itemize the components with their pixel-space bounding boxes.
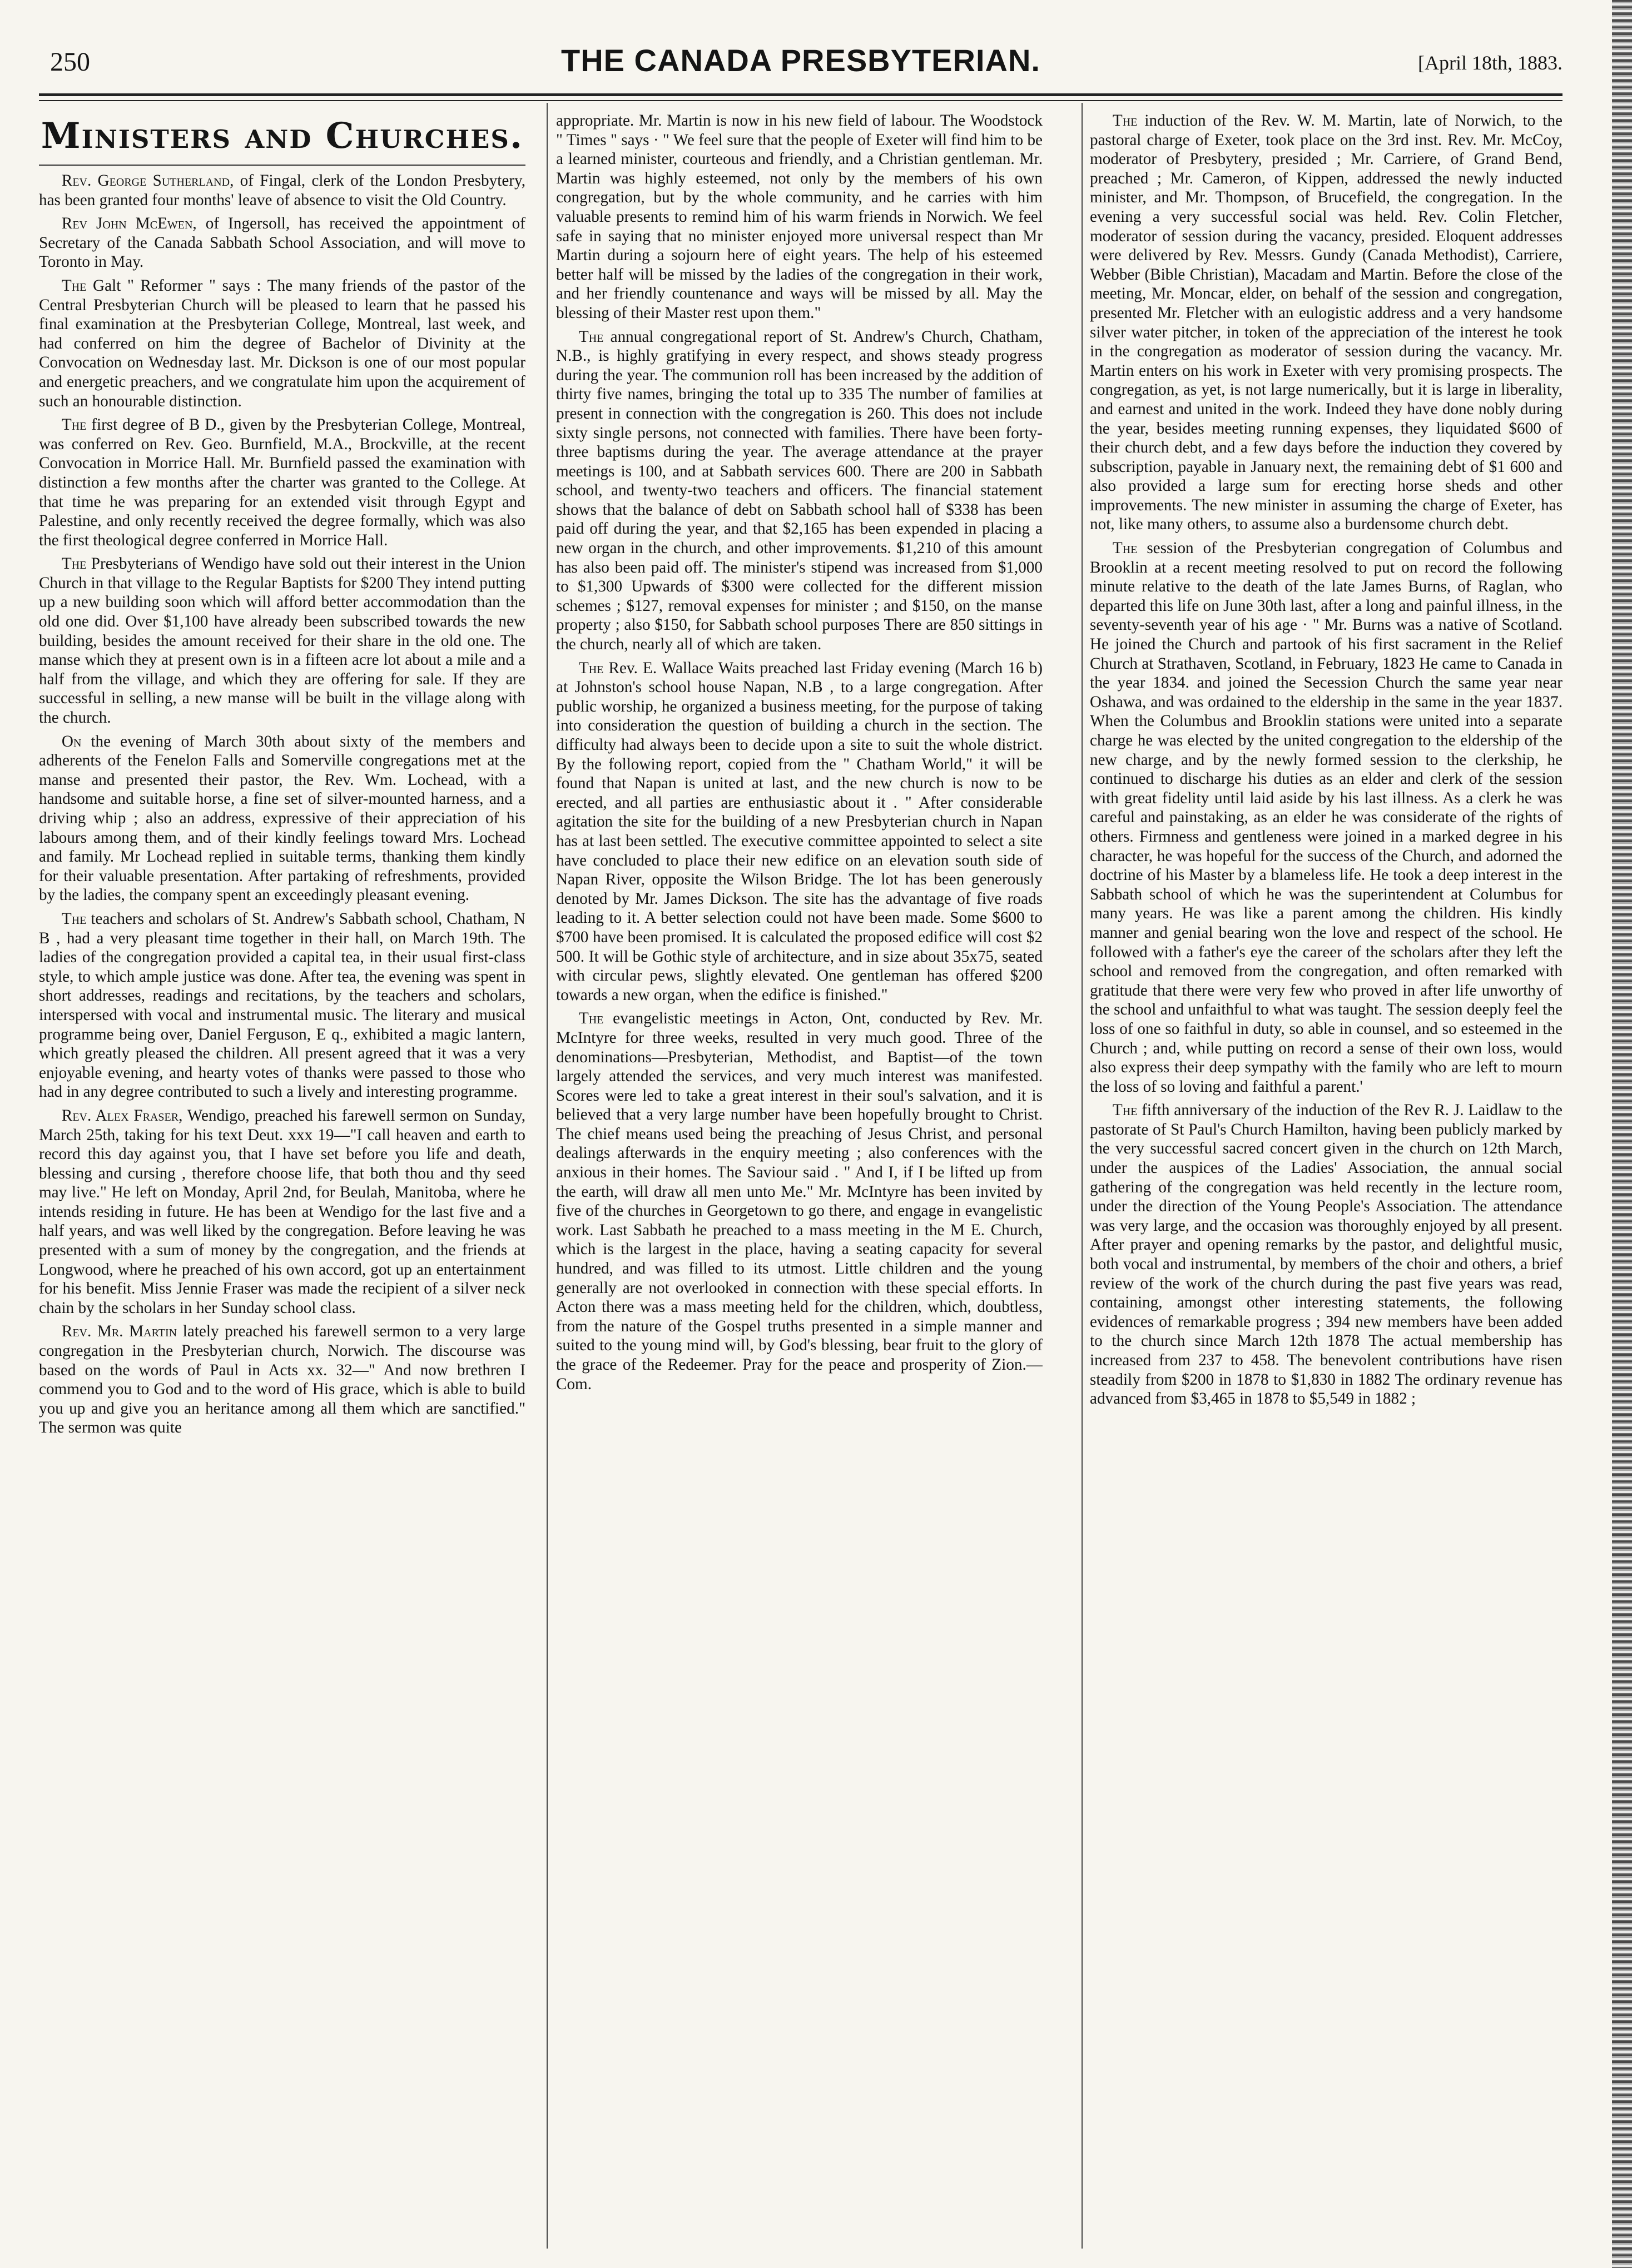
lead-in: Rev. Alex Fraser, (61, 1106, 183, 1125)
article-paragraph (556, 327, 1043, 654)
column-2 (556, 111, 1043, 2254)
paragraph-text: fifth anniversary of the induction of the Rev R. J. Laidlaw to the pastorate of St Paul's Church Hamilton, having been publicly marked by the very successful sacred concert given in the church on 12th March, under the auspices of the Ladies' Association, the annual social gathering of the congregation was held recently in the lecture room, under the direction of the Young People's Association. The attendance was very large, and the occasion was thoroughly enjoyed by all present. After prayer and opening remarks by the pastor, and delightful music, both vocal and instrumental, by members of the choir and others, a brief review of the work of the church during the past five years was read, containing, amongst other interesting statements, the following evidences of remarkable progress ; 394 new members have been added to the church since March 12th 1878 The actual membership has increased from 237 to 458. The benevolent contributions have risen steadily from $200 in 1878 to $1,830 in 1882 The ordinary revenue has advanced from $3,465 in 1878 to $5,549 in 1882 ; (1090, 1101, 1562, 1408)
lead-in: The (61, 909, 87, 928)
issue-date: [April 18th, 1883. (1418, 52, 1562, 74)
column-3 (1090, 111, 1562, 2254)
lead-in: Rev. George Sutherland, (61, 172, 234, 190)
paragraph-text: of Fingal, clerk of the London Presbytery, has been granted four months' leave of absence to visit the Old Country. (39, 172, 525, 209)
lead-in: Rev John McEwen, (61, 215, 197, 233)
header-rule-thin (39, 100, 1562, 101)
lead-in: The (578, 1009, 604, 1028)
paragraph-text: first degree of B D., given by the Presbyterian College, Montreal, was conferred on Rev. Geo. Burnfield, M.A., Brockville, at the recent Convocation in Morrice Hall. Mr. Burnfield passed the examination with distinction a few months after the charter was granted to the College. At that time he was preparing for an extended visit through Egypt and Palestine, and only recently received the degree formally, which was also the first theological degree conferred in Morrice Hall. (39, 416, 525, 549)
article-paragraph (556, 111, 1043, 323)
lead-in: The (1112, 112, 1138, 130)
column-divider-2 (1082, 103, 1083, 2249)
paragraph-text: appropriate. Mr. Martin is now in his new field of labour. The Woodstock " Times " says · " We feel sure that the people of Exeter will find him to be a learned minister, courteous and friendly, and a Christian gentleman. Mr. Martin was highly esteemed, not only by the members of his own congregation, but by the whole community, and he carries with him valuable presents to remind him of his warm friends in Norwich. We feel safe in saying that no minister enjoyed more universal respect than Mr Martin during a sojourn here of eight years. The help of his esteemed better half will be missed by the ladies of the congregation in their work, and her friendly countenance and ways will be missed by all. May the blessing of their Master rest upon them." (556, 112, 1043, 322)
page-number: 250 (50, 47, 90, 77)
article-paragraph (39, 732, 525, 905)
masthead-title: THE CANADA PRESBYTERIAN. (561, 43, 1040, 78)
lead-in: The (578, 659, 604, 677)
column-divider-1 (547, 103, 548, 2249)
paragraph-text: teachers and scholars of St. Andrew's Sabbath school, Chatham, N B , had a very pleasant time together in their hall, on March 19th. The ladies of the congregation provided a capital tea, in their usual first-class style, to which ample justice was done. After tea, the evening was spent in short addresses, readings and recitations, by the teachers and scholars, interspersed with vocal and instrumental music. The literary and musical programme being over, Daniel Ferguson, E q., exhibited a magic lantern, which greatly pleased the children. All present agreed that it was a very enjoyable evening, and hearty votes of thanks were passed to those who had in any degree contributed to such a lively and interesting programme. (39, 909, 525, 1101)
paragraph-text: Wendigo, preached his farewell sermon on Sunday, March 25th, taking for his text Deut. xxx 19—"I call heaven and earth to record this day against you, that I have set before you life and death, blessing and cursing , therefore choose life, that both thou and thy seed may live." He left on Monday, April 2nd, for Beulah, Manitoba, where he intends residing in future. He has been at Wendigo for the last five and a half years, and was well liked by the congregation. Before leaving he was presented with a sum of money by the congregation, and the friends at Longwood, where he preached of his own accord, got up an entertainment for his benefit. Miss Jennie Fraser was made the recipient of a silver neck chain by the scholars in her Sunday school class. (39, 1106, 525, 1317)
article-paragraph (39, 171, 525, 210)
paragraph-text: of Ingersoll, has received the appointment of Secretary of the Canada Sabbath School Association, and will move to Toronto in May. (39, 215, 525, 271)
paragraph-text: session of the Presbyterian congregation of Columbus and Brooklin at a recent meeting resolved to put on record the following minute relative to the death of the late James Burns, of Raglan, who departed this life on June 30th last, after a long and painful illness, in the seventy-seventh year of his age · " Mr. Burns was a native of Scotland. He joined the Church and partook of his first sacrament in the Relief Church at Strathaven, Scotland, in February, 1823 He came to Canada in the year 1834. and joined the Secession Church the same year near Oshawa, and was ordained to the eldership in the same in the year 1837. When the Columbus and Brooklin stations were united into a separate charge he was elected by the united congregation to the eldership of the new charge, and by the newly formed session to the clerkship, he continued to discharge his duties as an elder and clerk of the session with great fidelity until laid aside by his last illness. As a clerk he was careful and painstaking, as an elder he was considerate of the rights of others. Firmness and gentleness were joined in a marked degree in his character, he was hopeful for the success of the Church, and adorned the doctrine of his Master by a blameless life. He took a deep interest in the Sabbath school of which he was the superintendent at Columbus for many years. He was like a parent among the children. His kindly manner and genial bearing won the love and respect of the school. He followed with a father's eye the career of the scholars after they left the school and removed from the congregation, and often remarked with gratitude that there were very few who proved in after life unworthy of the school and unfaithful to what was taught. The session deeply feel the loss of one so faithful in duty, so able in counsel, and so esteemed in the Church ; and, while putting on record a sense of their own loss, would also express their deep sympathy with the family who are left to mourn the loss of so loving and faithful a parent.' (1090, 539, 1562, 1096)
article-paragraph (39, 415, 525, 550)
lead-in: On (61, 732, 82, 750)
article-paragraph (1090, 539, 1562, 1096)
article-paragraph (39, 276, 525, 411)
lead-in: The (578, 327, 604, 346)
scan-edge-strip (1612, 0, 1632, 2268)
lead-in: The (61, 555, 87, 573)
article-paragraph (39, 554, 525, 727)
lead-in: The (1112, 1101, 1138, 1120)
column-1 (39, 111, 525, 2254)
article-paragraph (39, 1106, 525, 1318)
article-paragraph (39, 214, 525, 272)
section-title: Ministers and Churches. (39, 111, 525, 166)
article-paragraph (1090, 1101, 1562, 1409)
paragraph-text: Galt " Reformer " says : The many friends of the pastor of the Central Presbyterian Church will be pleased to learn that he passed his final examination at the Presbyterian College, Montreal, last week, and had conferred on him the degree of Bachelor of Divinity at the Convocation on Wednesday last. Mr. Dickson is one of our most popular and energetic preachers, and we congratulate him upon the acquirement of such an honourable distinction. (39, 276, 525, 410)
paragraph-text: induction of the Rev. W. M. Martin, late of Norwich, to the pastoral charge of Exeter, took place on the 3rd inst. Rev. Mr. McCoy, moderator of Presbytery, presided ; Mr. Carriere, of Grand Bend, preached ; Mr. Cameron, of Kippen, addressed the newly inducted minister, and Mr. Thompson, of Brucefield, the congregation. In the evening a very successful social was held. Rev. Colin Fletcher, moderator of session during the vacancy, presided. Eloquent addresses were delivered by Rev. Messrs. Gundy (Canada Methodist), Carriere, Webber (Bible Christian), Macadam and Martin. Before the close of the meeting, Mr. Moncar, elder, on behalf of the session and congregation, presented Mr. Fletcher with an eulogistic address and a very handsome silver water pitcher, in token of the appreciation of the interest he took in the congregation as moderator of session during the vacancy. Mr. Martin enters on his work in Exeter with very promising prospects. The congregation, as yet, is not large numerically, but it is large in liberality, and earnest and united in the work. Indeed they have done nobly during the year, besides meeting running expenses, they liquidated $600 of their church debt, and a few days before the induction they covered by subscription, payable in January next, the remaining debt of $1 600 and also provided a large sum for erecting horse sheds and other improvements. The new minister in assuming the charge of Exeter, has not, like many others, to assume also a burdensome church debt. (1090, 112, 1562, 534)
paragraph-text: annual congregational report of St. Andrew's Church, Chatham, N.B., is highly gratifying in every respect, and shows steady progress during the year. The communion roll has been increased by the addition of thirty five names, bringing the total up to 335 The number of families at present in connection with the congregation is 260. This does not include sixty single persons, not connected with families. There have been forty-three baptisms during the year. The average attendance at the prayer meetings is 100, and at Sabbath services 600. There are 200 in Sabbath school, and twenty-two teachers and officers. The financial statement shows that the balance of debt on Sabbath school hall of $338 has been paid off during the year, and that $2,165 has been expended in placing a new organ in the church, and other improvements. $1,210 of this amount has also been paid off. The minister's stipend was increased from $1,000 to $1,300 Upwards of $300 were collected for the different mission schemes ; $127, removal expenses for minister ; and $150, on the manse property ; also $150, for Sabbath school purposes There are 850 sittings in the church, nearly all of which are taken. (556, 327, 1043, 654)
lead-in: The (61, 276, 87, 295)
article-paragraph (556, 1009, 1043, 1394)
paragraph-text: lately preached his farewell sermon to a very large congregation in the Presbyterian church, Norwich. The discourse was based on the words of Paul in Acts xx. 32—" And now brethren I commend you to God and to the word of His grace, which is able to build you up and give you an heritance among all them which are sanctified." The sermon was quite (39, 1322, 525, 1437)
lead-in: The (1112, 539, 1138, 558)
header-rule-thick (39, 93, 1562, 96)
paragraph-text: the evening of March 30th about sixty of the members and adherents of the Fenelon Falls and Somerville congregations met at the manse and presented their pastor, the Rev. Wm. Lochead, with a handsome and suitable horse, a fine set of silver-mounted harness, and a driving whip ; also an address, expressive of their appreciation of his labours among them, and of their kindly feelings toward Mrs. Lochead and family. Mr Lochead replied in suitable terms, thanking them kindly for their valuable presentation. After partaking of refreshments, provided by the ladies, the company spent an exceedingly pleasant evening. (39, 732, 525, 904)
paragraph-text: Presbyterians of Wendigo have sold out their interest in the Union Church in that village to the Regular Baptists for $200 They intend putting up a new building soon which will afford better accommodation than the old one did. Over $1,100 have already been subscribed towards the new building, besides the amount received for their share in the old one. The manse which they at present own is in a fifteen acre lot about a mile and a half from the village, and which they are offering for sale. If they are successful in selling, a new manse will be built in the village along with the church. (39, 555, 525, 727)
article-paragraph (39, 909, 525, 1102)
lead-in: Rev. Mr. Martin (61, 1322, 177, 1341)
paragraph-text: Rev. E. Wallace Waits preached last Friday evening (March 16 b) at Johnston's school house Napan, N.B , to a large congregation. After public worship, he organized a business meeting, for the purpose of taking into consideration the question of building a church in the section. The difficulty had always been to decide upon a site to suit the whole district. By the following report, copied from the " Chatham World," it will be found that Napan is united at last, and the new church is now to be erected, and all parties are enthusiastic about it . " After considerable agitation the site for the building of a new Presbyterian church in Napan has at last been settled. The executive committee appointed to select a site have concluded to place their new edifice on an elevation south side of Napan River, opposite the Wilson Bridge. The lot has been generously denoted by Mr. James Dickson. The site has the advantage of five roads leading to it. A better selection could not have been made. Some $600 to $700 have been promised. It is calculated the proposed edifice will cost $2 500. It will be Gothic style of architecture, and in size about 35x75, seated with circular pews, slightly elevated. One gentleman has offered $200 towards a new organ, when the edifice is finished." (556, 659, 1043, 1004)
page-header (39, 43, 1562, 91)
article-paragraph (1090, 111, 1562, 534)
lead-in: The (61, 416, 87, 434)
article-paragraph (556, 659, 1043, 1005)
article-paragraph (39, 1322, 525, 1438)
paragraph-text: evangelistic meetings in Acton, Ont, conducted by Rev. Mr. McIntyre for three weeks, resulted in very much good. Three of the denominations—Presbyterian, Methodist, and Baptist—of the town largely attended the services, and very much interest was manifested. Scores were led to take a great interest in their soul's salvation, and it is believed that a very large number have been hopefully brought to Christ. The chief means used being the preaching of Jesus Christ, and personal dealings afterwards in the enquiry meeting ; also conferences with the anxious in their homes. The Saviour said . " And I, if I be lifted up from the earth, will draw all men unto Me." Mr. McIntyre has been invited by five of the churches in Georgetown to go there, and engage in evangelistic work. Last Sabbath he preached to a mass meeting in the M E. Church, which is the largest in the place, having a seating capacity for several hundred, and was filled to its utmost. Little children and the young generally are not overlooked in connection with these special efforts. In Acton there was a mass meeting held for the children, which, doubtless, from the nature of the Gospel truths presented in a simple manner and suited to the young mind will, by God's blessing, bear fruit to the glory of the grace of the Redeemer. Pray for the peace and prosperity of Zion.—Com. (556, 1009, 1043, 1393)
